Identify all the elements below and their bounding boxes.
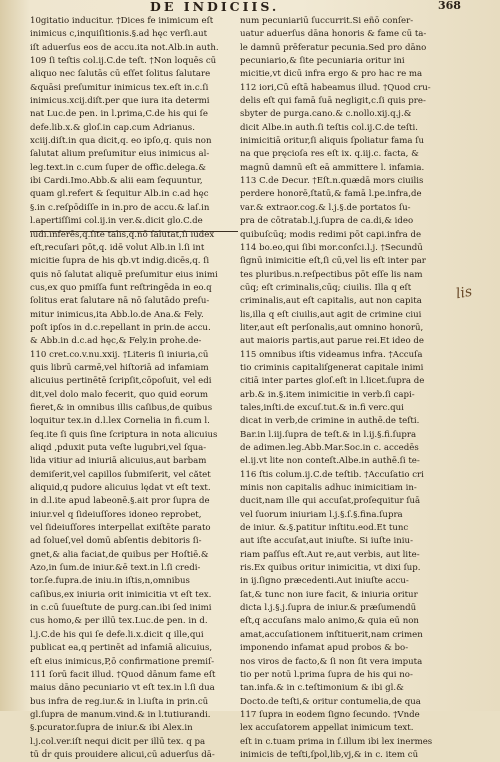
section-divider [30,231,238,232]
left-column-line: l.j.C.de his qui ſe defe.li.x.dicit q ille,qui [30,629,204,640]
right-column-line: var.& extraor.cog.& l.j.§.de portatos ſu- [240,202,411,213]
right-column-line: eſt in c.tuam prima in ſ.illum ibi lex inermes [240,736,433,747]
right-column-line: Bar.in l.iij.ſupra de teſt.& in l.ij.§.fi.ſupra [240,429,417,440]
left-column-line: lida vitiur ad iniuriā alicuius,aut barbam [30,456,207,467]
left-column-line: inimicus.xcij.diſt.per que iura ita determi [30,96,210,107]
right-column-line: inimicitiā oritur,ſi aliquis ſpoliatur fama ſu [240,136,424,147]
right-text-column [240,15,446,762]
right-column-line: inimicis de teſti,ſpol,lib,vj,& in c. item cū [240,749,419,760]
left-column-line: demiſerit,vel capillos ſubmiſerit, vel cătet [30,469,211,480]
left-column-line: leg.text.in c.cum ſuper de offic.delega.& [30,162,206,173]
left-column-line: in c.cū ſuueſtute de purg.can.ibi ſed inimi [30,603,212,614]
left-column-line: tū ḋr quis prouidere alicui,cū aduerſus dā- [30,749,215,760]
left-column-line: cus homo,& per illū tex.Luc.de pen. in d. [30,616,208,627]
right-column-line: tales,inſti.de excuſ.tut.& in.fi verc.qui [240,402,404,413]
left-column-line: aliqd ,pduxit puta veſte lugubri,vel ſqua- [30,443,207,453]
left-column-line: ſalutat alium preſumitur eius inimicus al- [30,149,210,160]
left-column-line: ſolitus erat ſalutare nā nō ſalutādo preſu- [30,296,210,307]
right-column-line: arb.& in.§.item inimicitie in verb.ſi capi- [240,389,415,400]
right-column-line: eſt,q accuſans malo animo,& quia eū non [240,616,419,627]
right-column-line: cūq; eſt criminalis,cūq; ciuilis. Illa q eſt [240,282,412,293]
right-column-line: delis eſt qui famā ſuā negligit,c.ſi quis pre- [240,96,426,107]
right-column-line: na que pręcioſa res eſt ix. q.iij.c. facta, & [240,149,419,160]
right-column-line: pra de cōtratab.l,j.ſupra de ca.di,& ideo [240,216,414,227]
left-column-line: l.apertiſſimi col.ij.in ver.&.dicit glo.C.de [30,216,203,227]
left-column-line: eſt eius inimicus,P,ō confirmatione premiſ- [30,656,215,667]
left-column-line: publicat ea,q pertinēt ad infamiā alicuius, [30,643,213,654]
left-column-line: & Abb.in d.c.ad hęc,& Fely.in prohe.de- [30,336,202,347]
left-column-line: gl.ſupra de manum.vind.& in l.tutiurandi. [30,709,211,720]
left-column-line: dit,vel dolo malo fecerit, quo quid eorum [30,389,209,400]
left-column-line: tor.ſe.fupra.de iniu.in iſtis,n,omnibus [30,576,190,587]
right-column-line: ducit,nam ille qui accuſat,proſequitur ſuā [240,496,421,507]
right-column-line: sbyter de purga.cano.& c.nollo.xij.q.j.& [240,109,412,120]
left-column-line: inimicus c,inquiſitionis.§.ad hęc verſi.aut [30,29,208,40]
left-column-line: iudi.inferēs,q.ſite talis,q.nō ſalutat,ſi iudex [30,229,215,240]
right-column-line: magnū damnū eſt eā ammittere l. infamia. [240,162,425,173]
right-column-line: minis non capitalis adhuc inimicitiam in- [240,483,417,494]
right-column-line: tan.infa.& in c.teſtimonium & ibi gl.& [240,683,404,694]
right-column-line: num pecuniariū ſuccurrit.Si eñō conſer- [240,16,414,26]
left-column-line: fieret,& in omnibus illis caſibus,de quibus [30,402,213,413]
right-column-line: 114 bo.eo,qui ſibi mor.conſci.l.j. †Secundū [240,242,423,253]
right-column-line: ris.Ex quibus oritur inimicitia, vt dixi ſup. [240,563,421,574]
right-column-line: aut iſte accuſat,aut iniuſte. Si iuſte iniu- [240,536,413,547]
left-column-line: alicuius pertinētē ſcripſit,cōpoſuit, vel edi [30,376,212,387]
right-column-line: 116 ſtis colum.ij.C.de teſtib. †Accuſatio cri [240,469,424,480]
left-column-line: quam gl.refert & ſequitur Alb.in c.ad hęc [30,189,209,200]
right-column-line: 112 iori,Cū eſtā habeamus illud. †Quod cru- [240,82,431,93]
left-column-line: aliquid,q pudore alicuius lędat vt eſt text. [30,483,211,494]
left-column-line: aliquo nec ſalutās cū eſſet ſolitus ſalutare [30,69,211,80]
left-column-line: 109 ſi teſtis col.ij.C.de teſt. †Non loquēs cū [30,56,217,67]
right-column-line: pecuniario,& ſite pecuniaria oritur ini [240,56,405,67]
right-column-line: el.ij.vt lite non conteſt.Albe.in authē.ſi te- [240,456,420,467]
right-column-line: micitie,vt dicū infra ergo & pro hac re ma [240,69,423,80]
right-column-line: nos viros de facto,& ſi non ſit vera imputa [240,656,423,667]
right-column-line: tio criminis capitaliſgenerat capitale inimi [240,362,424,373]
page-header [0,0,500,14]
right-column-line: uatur aduerſus dāna honoris & fame cū ta- [240,29,427,40]
left-column-line: micitie ſupra de his qb.vt indig.dicēs,q. ſi [30,256,210,267]
right-column-line: lis,illa q eſt ciuilis,aut agit de crimine ciui [240,309,422,320]
left-column-line: quis nō ſalutat aliquē preſumitur eius inimi [30,269,218,280]
right-column-line: Docto.de teſti,& oritur contumelia,de qua [240,696,421,707]
right-column-line: dicat in verb,de crimine in authē.de teſti. [240,416,420,427]
left-column-line: iniur.vel q ſideiuſſores idoneo reprobet, [30,509,202,520]
left-column-line: 111 ſorū facit illud. †Quod dānum fame eſt [30,669,216,680]
right-column-line: de iniur. &.§.patitur inſtitu.eod.Et tunc [240,523,409,534]
right-column-line: tes pluribus.n.reſpectibus pōt eſſe lis nam [240,269,423,280]
left-column-line: cus,ex quo pmiſſa funt reſtringēda in eo.q [30,282,212,293]
right-column-line: ſat,& tunc non iure facit, & iniuria oritur [240,589,418,600]
left-column-line: maius dāno pecuniario vt eſt tex.in l.ſi dua [30,683,215,694]
right-column-line: quibuſcūq; modis redimi pōt capi.infra de [240,229,422,240]
left-column-line: quis librū carmē,vel hiſtoriā ad infamiam [30,362,209,373]
right-column-line: riam paſſus eſt.Aut re,aut verbis, aut lite- [240,549,420,560]
right-column-line: in ij.ſigno præcedenti.Aut iniuſte accu- [240,576,409,587]
right-column-line: tio per notū l.prima ſupra de his qui no- [240,669,413,680]
right-column-line: dicit Albe.in auth.ſi teſtis col.ij.C.de teſti. [240,122,418,133]
left-column-line: Azo,in ſum.de iniur.&ē text.in l.ſi credi- [30,563,201,574]
right-column-line: le damnū prēferatur pecunia.Sed pro dāno [240,42,427,53]
right-column-line: perdere honorē,ſtatū,& famā l.pe.infra,de [240,189,422,200]
right-column-line: 117 ſupra in eodem ſigno ſecundo. †Vnde [240,709,420,720]
right-column-line: liter,aut eſt perſonalis,aut omnino honorū, [240,322,424,333]
left-column-line: vel ſideiuſſores interpellat exiſtēte parato [30,523,211,534]
right-column-line: ſignū inimicitie eſt,ſi cū,vel lis eſt inter par [240,256,426,267]
right-column-line: amat,accuſationem inſtituerit,nam crimen [240,629,423,640]
left-column-line: 10gitatio inducitur. †Dices fe inimicum eſt [30,16,214,26]
left-column-line: xciij.diſt.in qua dicit,q. eo ipſo,q. quis non [30,136,212,147]
left-column-line: loquitur tex.in d.l.lex Cornelia in fi.cum l. [30,416,210,427]
right-column-line: criminalis,aut eſt capitalis, aut non capita [240,296,422,307]
left-column-line: §.in c.reſpōdiſſe in in.pro de accu.& laſ.in [30,202,210,213]
right-column-line: lex accuſatorem appellat inimicum text. [240,723,414,734]
page-number: 368 [438,0,461,12]
right-column-line: de adimen.leg.Abb.Mar.Soc.in c. accedēs [240,443,419,453]
left-column-line: &quāsi preſumitur inimicus tex.eſt in.c.ſi [30,82,209,93]
left-text-column [30,15,238,762]
right-column-line: imponendo infamat apud probos & bo- [240,643,409,654]
left-column-line: poſt ipſos in d.c.repellant in prin.de accu. [30,322,211,333]
left-column-line: ibi Cardi.Imo.Abb.& alii eam ſequuntur, [30,176,203,187]
right-column-line: aut maioris partis,aut parue rei.Et ideo de [240,336,425,347]
left-column-line: ad ſolueſ,vel domū abſentis debitoris ſi- [30,536,202,547]
left-column-line: l.j.col.ver.iſt nequi dicit per illū tex. q pa [30,736,206,747]
left-column-line: defe.lib.x.& gloſ.in cap.cum Adrianus. [30,122,195,133]
right-column-line: 113 C.de Decur. †Eſt.n.quædā mors ciuilis [240,176,424,187]
left-column-line: nat Luc.de pen. in l.prima,C.de his qui ſe [30,109,208,120]
handwritten-margin-note: lis [454,283,474,303]
left-column-line: ſeq.ite ſi quis ſine ſcriptura in nota alicuius [30,429,218,440]
left-column-line: bus infra de reg.iur.& in l.iuſta in prin.cū [30,696,209,707]
left-column-line: eſt,recuſari pōt,q. idē volut Alb.in l.ſi int [30,242,205,253]
left-column-line: in d.l.ite apud labeonē.§.ait pror ſupra de [30,496,210,507]
left-column-line: §.pcurator.ſupra de iniur.& ibi Alex.in [30,723,193,734]
left-column-line: mitur inimicus,ita Abb.lo.de Ana.& Fely. [30,309,204,320]
right-column-line: citiā inter partes gloſ.eſt in l.licet.ſupra de [240,376,425,387]
right-column-line: vel ſuorum iniuriam l.j.§.ſ.§.fina.ſupra [240,509,403,520]
right-column-line: dicta l.j.§.j.ſupra de iniur.& præſumendū [240,603,417,614]
right-column-line: 115 omnibus iſtis videamus infra. †Accuſa [240,349,423,360]
left-column-line: caſibus,ex iniuria orit inimicitia vt eſt tex. [30,589,212,600]
left-column-line: gnet,& alia faciat,de quibus per Hoſtiē.& [30,549,209,560]
left-column-line: iſt aduerſus eos de accu.ita not.Alb.in auth. [30,42,219,53]
left-column-line: 110 cret.co.v.nu.xxij. †Literis ſi iniuria,cū [30,349,209,360]
running-head: DE INDICIIS. [150,0,280,14]
